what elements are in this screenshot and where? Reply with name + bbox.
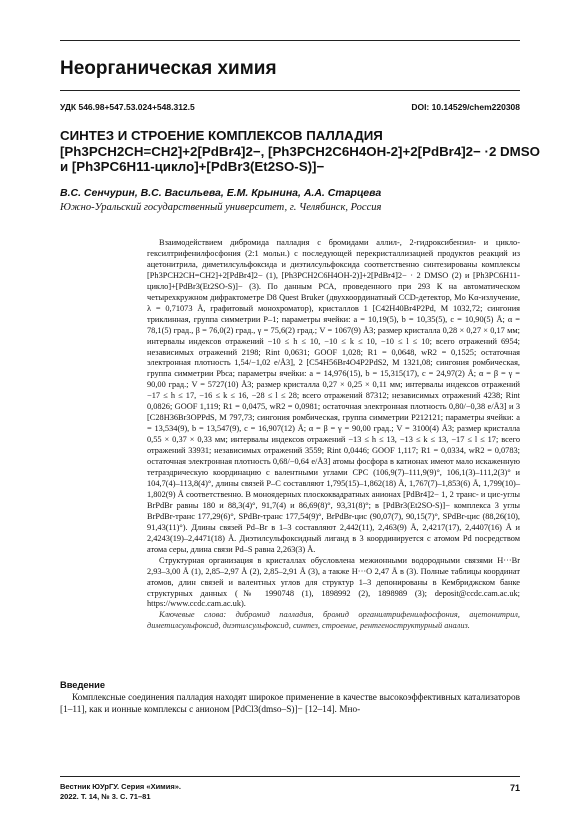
article-title: [60, 128, 540, 175]
intro-text: Комплексные соединения палладия находят широкое применение в качестве высокоэффективных катализаторов [1–11], как и ионные комплексы с анионом [PdCl3(dmso–S)]− [12–14]. Мно-: [60, 693, 520, 715]
authors: В.С. Сенчурин, В.С. Васильева, Е.М. Крынина, А.А. Старцева: [60, 187, 382, 199]
footer: [60, 782, 520, 801]
journal-section-title: Неорганическая химия: [60, 58, 277, 79]
top-rule: [60, 40, 520, 41]
footer-issue: 2022. Т. 14, № 3. С. 71–81: [60, 791, 151, 801]
title-line-1: СИНТЕЗ И СТРОЕНИЕ КОМПЛЕКСОВ ПАЛЛАДИЯ: [60, 128, 383, 143]
affiliation: Южно-Уральский государственный университет, г. Челябинск, Россия: [60, 202, 382, 213]
title-line-2: [Ph3PCH2CH=CH2]+2[PdBr4]2−, [Ph3PCH2C6H4OH-2]+2[PdBr4]2− ·2 DMSO: [60, 143, 540, 159]
abstract-paragraph-2: Структурная организация в кристаллах обусловлена межионными водородными связями H···Br 2,93–3,00 Å (1), 2,85–2,97 Å (2), 2,85–2,91 Å (3), а также H···O 2,47 Å в (3). Полные таблицы координат атомов, длин связей и валентных углов для структур 1–3 депонированы в Кембриджском банке структурных данных (№ 1990748 (1), 1898992 (2), 1898989 (3); deposit@ccdc.cam.ac.uk; https://www.ccdc.cam.ac.uk).: [147, 555, 520, 609]
codes-row: [60, 102, 520, 112]
abstract: [147, 238, 520, 632]
keywords: Ключевые слова: дибромид палладия, бромид органилтрифенилфосфония, ацетонитрил, диметилсульфоксид, диэтилсульфоксид, синтез, строение, рентгеноструктурный анализ.: [147, 610, 520, 631]
doi-link[interactable]: DOI: 10.14529/chem220308: [411, 102, 520, 112]
section-rule: [60, 90, 520, 91]
udk-code: УДК 546.98+547.53.024+548.312.5: [60, 102, 195, 112]
abstract-paragraph-1: Взаимодействием дибромида палладия с бромидами аллил-, 2-гидроксибензил- и цикло-гексилтрифенилфосфония (2:1 мольн.) с последующей перекристаллизацией продуктов реакций из ацетонитрила, диметилсульфоксида и диэтилсульфоксида соответственно синтезированы комплексы [Ph3PCH2CH=CH2]+2[PdBr4]2− (1), [Ph3PCH2C6H4OH-2)]+2[PdBr4]2− · 2 DMSO (2) и [Ph3PC6H11-цикло]+[PdBr3(Et2SO-S)]− (3). По данным РСА, проведенного при 293 К на автоматическом четырехкружном дифрактометре D8 Quest Bruker (двухкоординатный CCD-детектор, Mo Kα-излучение, λ = 0,71073 Å, графитовый монохроматор), кристаллов 1 [C42H40Br4P2Pd, M 1032,72; сингония триклинная, группа симметрии P–1; параметры ячейки: a = 10,19(5), b = 10,35(5), c = 10,90(5) Å; α = 78,1(5) град., β = 76,0(2) град., γ = 75,6(2) град.; V = 1067(9) Å3; размер кристалла 0,28 × 0,27 × 0,17 мм; интервалы индексов отражений −10 ≤ h ≤ 10, −10 ≤ k ≤ 10, −10 ≤ l ≤ 10; всего отражений 6954; независимых отражений 2198; Rint 0,0631; GOOF 1,028; R1 = 0,0648, wR2 = 0,1525; остаточная электронная плотность 1,54/−1,02 e/Å3], 2 [C54H56Br4O4P2PdS2, M 1321,08; сингония ромбическая, группа симметрии Pbca; параметры ячейки: a = 14,976(15), b = 15,315(17), c = 24,97(2) Å; α = β = γ = 90,00 град.; V = 5727(10) Å3; размер кристалла 0,27 × 0,25 × 0,11 мм; интервалы индексов отражений −17 ≤ h ≤ 17, −16 ≤ k ≤ 16, −28 ≤ l ≤ 28; всего отражений 87312; независимых отражений 4238; Rint 0,0826; GOOF 1,119; R1 = 0,0475, wR2 = 0,0981; остаточная электронная плотность 0,80/−0,38 e/Å3] и 3 [C28H36Br3OPPdS, M 797,73; сингония ромбическая, группа симметрии P212121; параметры ячейки: a = 13,534(9), b = 13,547(9), c = 16,907(12) Å; α = β = γ = 90,00 град.; V = 3100(4) Å3; размер кристалла 0,55 × 0,37 × 0,33 мм; интервалы индексов отражений −13 ≤ h ≤ 13, −13 ≤ k ≤ 13, −17 ≤ l ≤ 17; всего отражений 33931; независимых отражений 3559; Rint 0,0446; GOOF 1,117; R1 = 0,0334, wR2 = 0,0783; остаточная электронная плотность 0,68/−0,64 e/Å3] атомы фосфора в катионах имеют мало искаженную тетраэдрическую координацию с валентными углами CPC (106,9(7)–111,9(9)°, 106,1(3)–111,2(3)° и 104,7(4)–113,8(4)°, длины связей P–C составляют 1,795(15)–1,862(18) Å, 1,767(7)–1,853(6) Å, 1,799(10)–1,802(9) Å соответственно. В моноядерных плоскоквадратных анионах [PdBr4]2− 1, 2 транс- и цис-углы BrPdBr равны 180 и 88,3(4)°, 91,7(4) и 86,69(8)°, 93,31(8)°; в [PdBr3(Et2SO-S)]− комплекса 3 углы BrPdBr-транс 177,29(6)°, SPdBr-транс 177,54(9)°, BrPdBr-цис (90,07(7), 90,15(7)°, SPdBr-цис (88,26(10), 91,43(11)°). Длины связей Pd–Br в 1–3 составляют 2,442(11), 2,463(9) Å, 2,4217(17), 2,4407(16) Å и 2,4243(19)–2,4471(18) Å. Диэтилсульфоксидный лиганд в 3 координируется с атомом Pd посредством атома серы, длина связи Pd–S равна 2,263(3) Å.: [147, 238, 520, 554]
title-line-3: и [Ph3PC6H11-цикло]+[PdBr3(Et2SO-S)]−: [60, 159, 325, 175]
page-number: 71: [509, 783, 520, 793]
intro-heading: Введение: [60, 680, 106, 690]
footer-rule: [60, 776, 520, 777]
footer-journal: Вестник ЮУрГУ. Серия «Химия».: [60, 782, 181, 791]
